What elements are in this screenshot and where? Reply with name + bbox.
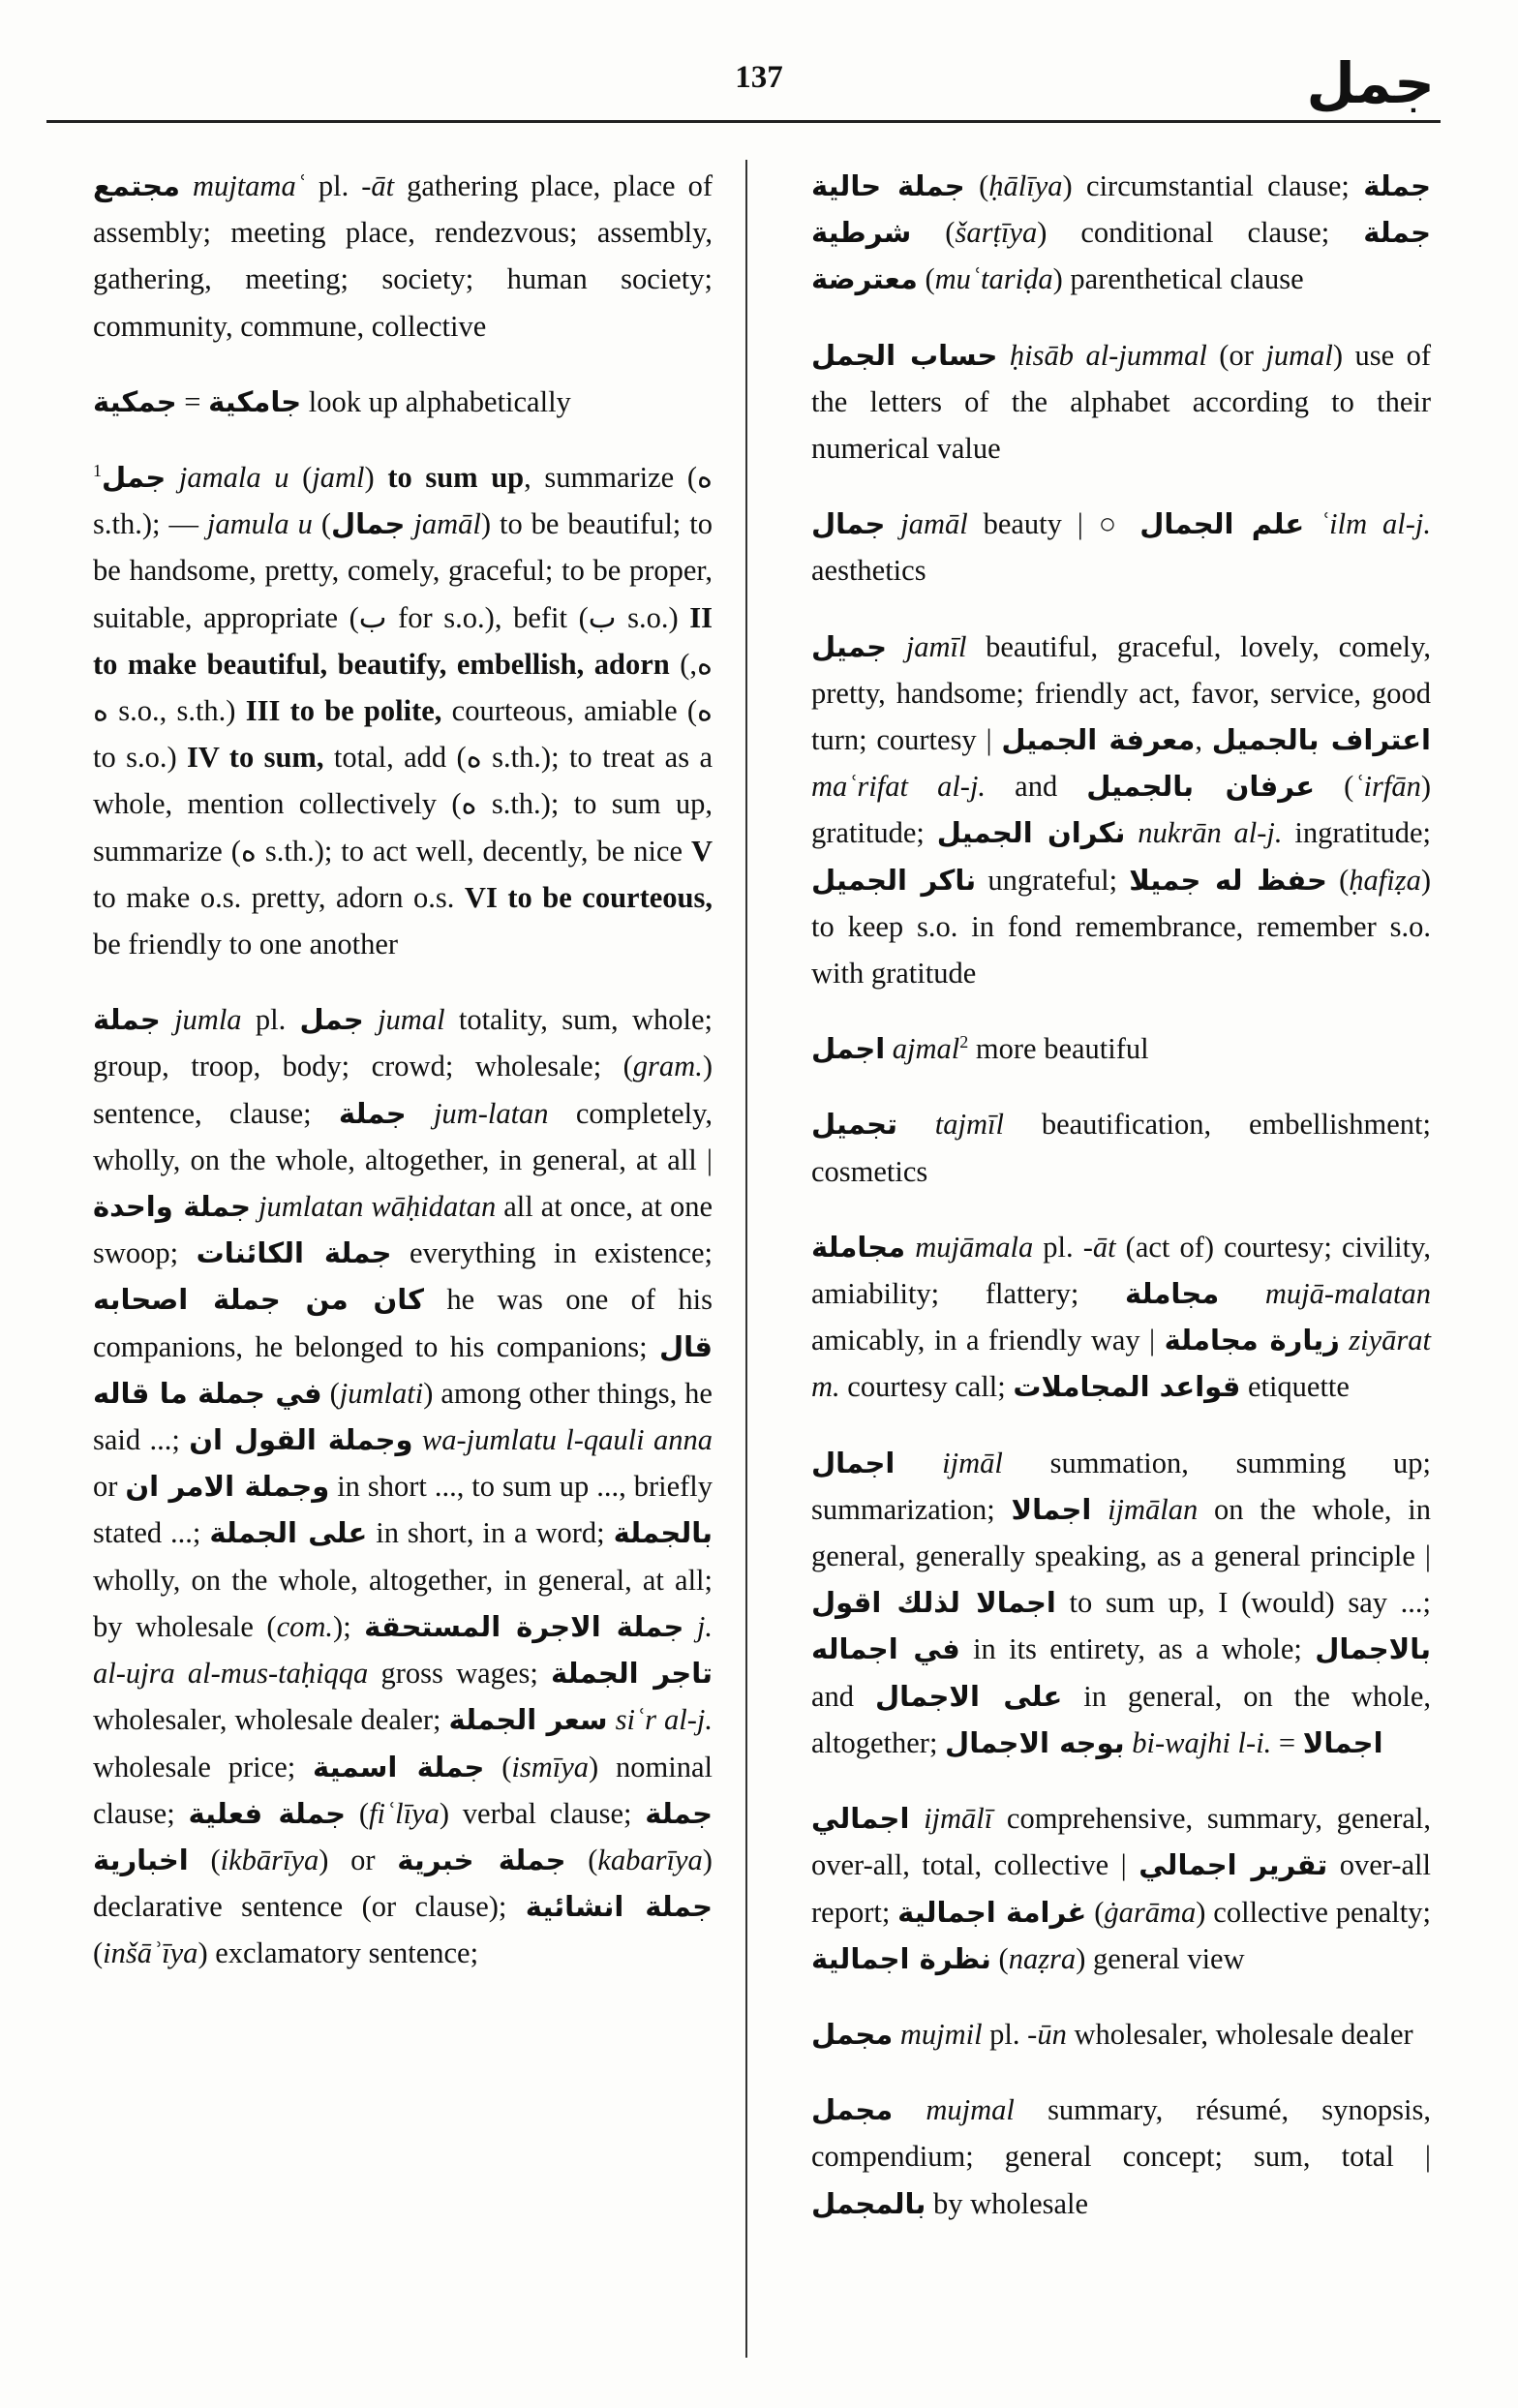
gloss-text: pl.: [1033, 1230, 1083, 1264]
arabic-term: جملة حالية: [811, 169, 965, 202]
transliteration: mujāmala: [905, 1230, 1034, 1264]
transliteration: muʿtariḍa: [934, 262, 1053, 296]
gloss-text: (: [990, 1941, 1009, 1975]
arabic-term: جمكية: [93, 384, 177, 418]
gloss-text: ): [364, 461, 388, 495]
dictionary-entry: [811, 332, 1431, 472]
left-column: [93, 163, 713, 1997]
arabic-term: جملة فعلية: [188, 1796, 347, 1830]
dictionary-entry: [811, 1224, 1431, 1411]
arabic-term: جملة اخبارية: [93, 1796, 713, 1876]
arabic-term: قواعد المجاملات: [1013, 1370, 1241, 1404]
gloss-text: ) gratitude;: [811, 770, 1431, 850]
arabic-term: جميل: [811, 629, 888, 663]
arabic-term: على الجملة: [209, 1516, 368, 1550]
gloss-text: pl.: [241, 1003, 300, 1037]
transliteration: jaml: [312, 461, 365, 495]
superscript-number: 1: [93, 460, 102, 480]
transliteration: jamula u: [206, 507, 313, 541]
dictionary-entry: [811, 1795, 1431, 1982]
transliteration: mujmal: [893, 2093, 1015, 2127]
transliteration: ajmal: [885, 1032, 960, 1066]
arabic-term: وجملة الامر ان: [125, 1470, 330, 1504]
gloss-text: (: [565, 1843, 598, 1876]
arabic-term: نكران الجميل: [936, 816, 1126, 850]
gloss-text: ) use of the letters of the alphabet according to their numerical value: [811, 338, 1431, 466]
gloss-text: in its entirety, as a whole;: [959, 1632, 1316, 1666]
transliteration: ismīya: [511, 1750, 590, 1783]
arabic-term: اجمالا لذلك اقول: [811, 1586, 1056, 1620]
gloss-text: ingratitude;: [1282, 816, 1431, 850]
transliteration: maʿrifat al-j.: [811, 770, 987, 804]
arabic-term: جمال: [811, 507, 886, 541]
gloss-text: beauty | ○: [967, 507, 1140, 541]
dictionary-entry: [811, 1025, 1431, 1072]
transliteration: com.: [276, 1609, 334, 1643]
gloss-text: (: [321, 1376, 340, 1410]
gloss-text: by wholesale: [926, 2186, 1089, 2220]
gloss-text: ) to be beautiful; to be handsome, pretty, comely, graceful; to be proper, suitable, appropriate (ب for s.o.), befit (ب s.o.): [93, 507, 713, 634]
transliteration: jumlati: [339, 1376, 424, 1410]
dictionary-entry: [811, 1440, 1431, 1766]
gloss-text: =: [176, 384, 209, 418]
gloss-text: (: [346, 1796, 370, 1830]
transliteration: mujtamaʿ: [179, 169, 306, 202]
arabic-term: جمل: [299, 1003, 364, 1037]
gloss-text: amicably, in a friendly way |: [811, 1324, 1165, 1357]
gloss-text: (: [312, 507, 331, 541]
arabic-term: جملة الاجرة المستحقة: [364, 1609, 684, 1643]
arabic-term: بوجه الاجمال: [945, 1725, 1125, 1759]
arabic-term: مجاملة: [1125, 1277, 1220, 1311]
bold-gloss: III to be polite,: [245, 694, 442, 728]
gloss-text: be friendly to one another: [93, 928, 399, 961]
arabic-term: مجاملة: [811, 1230, 906, 1264]
gloss-text: ) collective penalty;: [1196, 1895, 1431, 1929]
arabic-term: قال في جملة ما قاله: [93, 1329, 713, 1410]
transliteration: wa-jumlatu l-qauli anna: [412, 1423, 713, 1457]
dictionary-entry: [811, 2087, 1431, 2227]
arabic-term: علم الجمال: [1139, 507, 1305, 541]
arabic-term: جملة: [338, 1096, 407, 1130]
gloss-text: ) or: [319, 1843, 398, 1876]
arabic-term: بالجملة: [613, 1516, 713, 1550]
arabic-term: في اجماله: [811, 1632, 960, 1666]
gloss-text: summation, summing up; summarization;: [811, 1446, 1431, 1526]
transliteration: ziyārat m.: [811, 1324, 1431, 1404]
arabic-term: بالمجمل: [811, 2186, 926, 2220]
dictionary-entry: [93, 163, 713, 350]
right-column: [811, 163, 1431, 2246]
gloss-text: pl.: [982, 2017, 1028, 2051]
transliteration: ḥafiẓa: [1349, 863, 1421, 897]
dictionary-entry: [93, 454, 713, 967]
arabic-term: جملة اسمية: [313, 1750, 485, 1783]
gloss-text: beautiful, graceful, lovely, comely, pretty, handsome; friendly act, favor, service, good turn; courtesy |: [811, 629, 1431, 757]
transliteration: jamīl: [887, 629, 967, 663]
arabic-term: تاجر الجملة: [551, 1657, 713, 1691]
gloss-text: and: [986, 770, 1087, 804]
gloss-text: aesthetics: [811, 554, 926, 588]
gloss-text: to sum up, I (would) say ...;: [1055, 1586, 1432, 1620]
gloss-text: (: [964, 169, 989, 202]
gloss-text: on the whole, in general, generally speaking, as a general principle |: [811, 1492, 1431, 1573]
gloss-text: wholesale price;: [93, 1750, 314, 1783]
gloss-text: in general, on the whole, altogether;: [811, 1679, 1432, 1759]
transliteration: ijmāl: [895, 1446, 1003, 1479]
bold-gloss: IV to sum,: [187, 741, 324, 775]
gloss-text: ) parenthetical clause: [1052, 262, 1304, 296]
transliteration: u: [260, 461, 289, 495]
arabic-term: مجمل: [811, 2017, 894, 2051]
arabic-term: على الاجمال: [874, 1679, 1063, 1713]
gloss-text: ) to keep s.o. in fond remembrance, remember s.o. with gratitude: [811, 863, 1431, 991]
gloss-text: to make o.s. pretty, adorn o.s.: [93, 880, 465, 914]
bold-gloss: to sum up: [387, 461, 525, 495]
dictionary-entry: [93, 996, 713, 1976]
gloss-text: (act of) courtesy; civility, amiability; flattery;: [811, 1230, 1431, 1311]
gloss-text: summary, résumé, synopsis, compendium; general concept; sum, total |: [811, 2093, 1431, 2174]
guide-word: جمل: [1306, 50, 1435, 116]
gloss-text: ) circumstantial clause;: [1062, 169, 1364, 202]
arabic-term: كان من جملة اصحابه: [93, 1283, 425, 1317]
transliteration: -ūn: [1027, 2017, 1067, 2051]
transliteration: -āt: [361, 169, 395, 202]
dictionary-entry: [93, 379, 713, 425]
arabic-term: جملة: [93, 1003, 161, 1037]
gloss-text: he was one of his companions, he belonged to his companions;: [93, 1283, 713, 1363]
bold-gloss: V: [690, 834, 713, 868]
gloss-text: , summarize (ه s.th.); —: [93, 461, 713, 541]
gloss-text: ) exclamatory sentence;: [197, 1936, 479, 1970]
gloss-text: ) sentence, clause;: [93, 1050, 713, 1130]
gloss-text: (: [188, 1843, 221, 1876]
bold-gloss: VI to be courteous,: [464, 880, 713, 914]
arabic-term: زيارة مجاملة: [1164, 1324, 1340, 1357]
gloss-text: ) conditional clause;: [1037, 216, 1364, 250]
transliteration: naẓra: [1008, 1941, 1077, 1975]
transliteration: ġarāma: [1104, 1895, 1197, 1929]
arabic-term: مجمل: [811, 2093, 894, 2127]
arabic-term: غرامة اجمالية: [897, 1895, 1087, 1929]
gloss-text: gathering place, place of assembly; meeting place, rendezvous; assembly, gathering, meeting; society; human society; community, commune, collective: [93, 169, 713, 343]
gloss-text: all at once, at one swoop;: [93, 1190, 713, 1270]
arabic-term: اجمالا: [1011, 1492, 1092, 1526]
gloss-text: ) declarative sentence (or clause);: [93, 1843, 713, 1924]
arabic-term: جملة واحدة: [93, 1190, 251, 1224]
dictionary-entry: [811, 163, 1431, 303]
arabic-term: جملة معترضة: [811, 216, 1431, 296]
transliteration: ʿirfān: [1353, 770, 1421, 804]
transliteration: ḥisāb al-jummal: [997, 338, 1207, 372]
arabic-term: اجمل: [811, 1032, 886, 1066]
arabic-term: نظرة اجمالية: [811, 1941, 991, 1975]
transliteration: bi-wajhi l-i.: [1124, 1725, 1272, 1759]
transliteration: jumal: [363, 1003, 445, 1037]
gloss-text: or: [93, 1470, 126, 1504]
transliteration: siʿr al-j.: [607, 1703, 713, 1737]
transliteration: jumlatan wāḥidatan: [250, 1190, 497, 1224]
gloss-text: everything in existence;: [391, 1236, 713, 1270]
gloss-text: totality, sum, whole; group, troop, body; crowd; wholesale; (: [93, 1003, 713, 1083]
transliteration: jumal: [1265, 338, 1333, 372]
gloss-text: (: [911, 216, 956, 250]
arabic-term: معرفة الجميل: [1001, 723, 1196, 757]
arabic-term: جمل: [102, 461, 167, 495]
gloss-text: ungrateful;: [976, 863, 1130, 897]
gloss-text: total, add (ه s.th.); to treat as a whole, mention collectively (ه s.th.); to sum up, summarize (ه s.th.); to act well, decently, be nice: [93, 741, 713, 868]
header-rule: [46, 120, 1441, 123]
gloss-text: etiquette: [1240, 1370, 1350, 1404]
dictionary-entry: [811, 1101, 1431, 1194]
arabic-term: سعر الجملة: [448, 1703, 608, 1737]
arabic-term: جملة شرطية: [811, 169, 1431, 250]
gloss-text: in short, in a word;: [367, 1516, 614, 1550]
dictionary-entry: [811, 624, 1431, 997]
transliteration: j. al-ujra al-mus-taḥiqqa: [93, 1609, 713, 1691]
gloss-text: (ه, ه s.o., s.th.): [93, 647, 713, 728]
transliteration: ikbārīya: [220, 1843, 319, 1876]
gloss-text: ,: [1195, 723, 1212, 757]
transliteration: nukrān al-j.: [1125, 816, 1283, 850]
gloss-text: (: [93, 1936, 104, 1970]
gloss-text: wholly, on the whole, altogether, in general, at all; by wholesale (: [93, 1563, 713, 1643]
gloss-text: gross wages;: [368, 1657, 552, 1691]
gloss-text: completely, wholly, on the whole, altogether, in general, at all |: [93, 1096, 713, 1176]
gloss-text: courteous, amiable (ه to s.o.): [93, 694, 713, 775]
transliteration: ijmālan: [1091, 1492, 1199, 1526]
gloss-text: ) general view: [1076, 1941, 1245, 1975]
gloss-text: (: [1315, 770, 1354, 804]
transliteration: jamala: [166, 461, 261, 495]
transliteration: jumla: [160, 1003, 242, 1037]
arabic-term: جملة الكائنات: [196, 1236, 392, 1270]
transliteration: ʿilm al-j.: [1304, 507, 1431, 541]
arabic-term: جملة خبرية: [397, 1843, 566, 1876]
page-number: 137: [735, 60, 783, 95]
transliteration: ḥālīya: [988, 169, 1063, 202]
arabic-term: حساب الجمل: [811, 338, 998, 372]
gloss-text: over-all report;: [811, 1848, 1431, 1929]
dictionary-entry: [811, 2011, 1431, 2057]
gloss-text: wholesaler, wholesale dealer;: [93, 1703, 449, 1737]
transliteration: mujmil: [893, 2017, 983, 2051]
arabic-term: جملة انشائية: [525, 1890, 713, 1924]
gloss-text: ) nominal clause;: [93, 1750, 713, 1830]
transliteration: jamāl: [405, 507, 481, 541]
gloss-text: pl.: [305, 169, 362, 202]
gloss-text: (: [484, 1750, 512, 1783]
arabic-term: مجتمع: [93, 169, 180, 202]
arabic-term: اجمالي: [811, 1802, 910, 1836]
column-divider: [745, 160, 747, 2358]
transliteration: gram.: [632, 1050, 703, 1083]
gloss-text: (: [1086, 1895, 1105, 1929]
gloss-text: look up alphabetically: [301, 384, 571, 418]
superscript-number: 2: [959, 1032, 969, 1052]
arabic-term: اجمال: [811, 1446, 896, 1479]
transliteration: šarṭīya: [955, 216, 1038, 250]
gloss-text: more beautiful: [968, 1032, 1149, 1066]
transliteration: kabarīya: [597, 1843, 703, 1876]
arabic-term: بالاجمال: [1315, 1632, 1432, 1666]
arabic-term: عرفان بالجميل: [1086, 770, 1316, 804]
gloss-text: );: [333, 1609, 365, 1643]
transliteration: fiʿlīya: [369, 1796, 440, 1830]
gloss-text: beautification, embellishment; cosmetics: [811, 1108, 1432, 1188]
arabic-term: اعتراف بالجميل: [1211, 723, 1431, 757]
arabic-term: جامكية: [208, 384, 302, 418]
arabic-term: تجميل: [811, 1108, 897, 1142]
gloss-text: (: [1326, 863, 1350, 897]
gloss-text: (: [288, 461, 313, 495]
gloss-text: =: [1271, 1725, 1303, 1759]
arabic-term: اجمالا: [1302, 1725, 1383, 1759]
transliteration: mujā-malatan: [1219, 1277, 1431, 1311]
arabic-term: وجملة القول ان: [189, 1423, 413, 1457]
arabic-term: تقرير اجمالي: [1138, 1848, 1328, 1882]
gloss-text: wholesaler, wholesale dealer: [1066, 2017, 1413, 2051]
gloss-text: (or: [1206, 338, 1266, 372]
gloss-text: courtesy call;: [839, 1370, 1014, 1404]
transliteration: jamāl: [885, 507, 968, 541]
gloss-text: ) among other things, he said ...;: [93, 1376, 713, 1457]
transliteration: -āt: [1082, 1230, 1116, 1264]
arabic-term: جمال: [330, 507, 406, 541]
transliteration: jum-latan: [406, 1096, 549, 1130]
transliteration: tajmīl: [896, 1108, 1004, 1142]
transliteration: inšāʾīya: [103, 1936, 198, 1970]
gloss-text: (: [917, 262, 935, 296]
gloss-text: and: [811, 1679, 875, 1713]
gloss-text: comprehensive, summary, general, over-all, total, collective |: [811, 1802, 1432, 1882]
gloss-text: in short ..., to sum up ..., briefly stated ...;: [93, 1470, 713, 1550]
gloss-text: ) verbal clause;: [439, 1796, 646, 1830]
arabic-term: ناكر الجميل: [811, 863, 977, 897]
dictionary-entry: [811, 501, 1431, 594]
bold-gloss: II to make beautiful, beautify, embellish, adorn: [93, 600, 713, 681]
arabic-term: حفظ له جميلا: [1129, 863, 1327, 897]
transliteration: ijmālī: [909, 1802, 993, 1836]
